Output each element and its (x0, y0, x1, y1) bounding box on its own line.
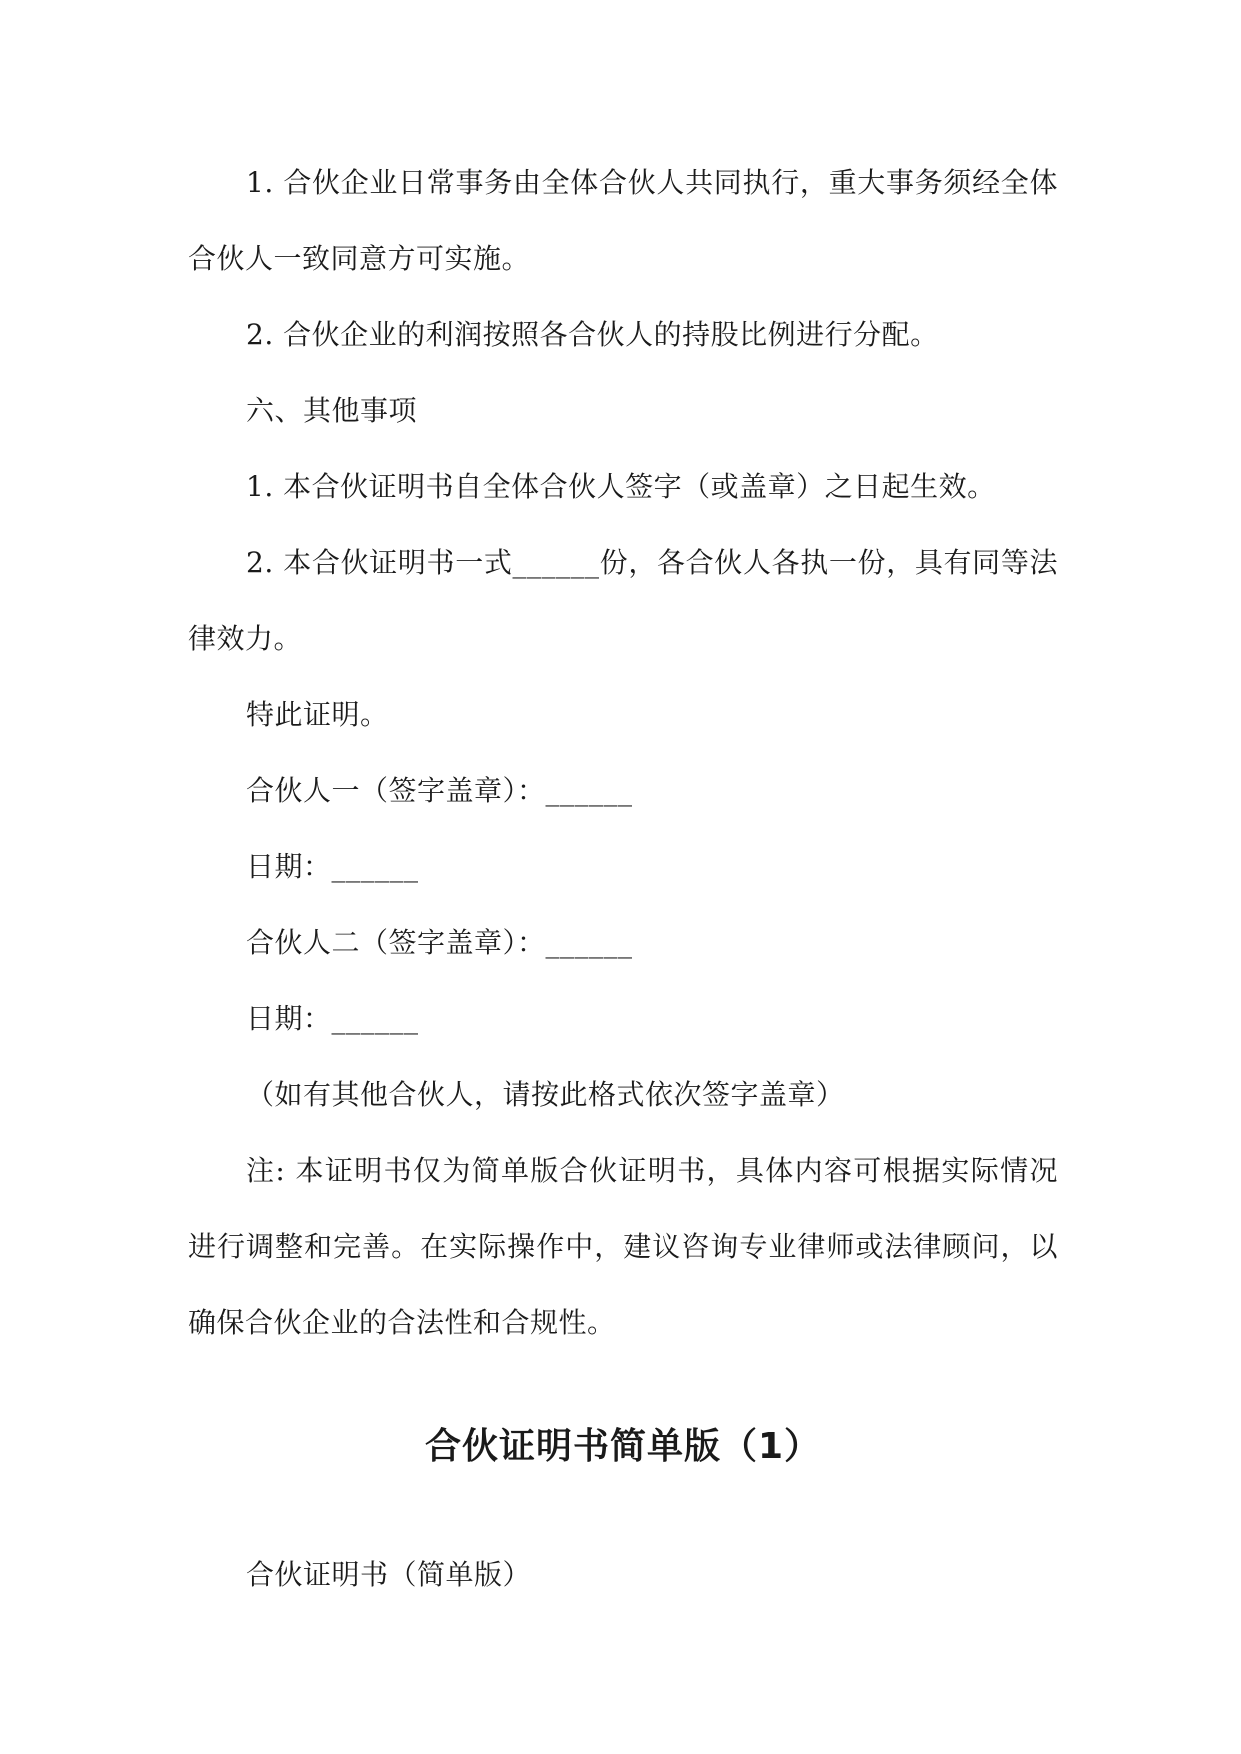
partner-two-signature-line: 合伙人二（签字盖章）：______ (246, 926, 633, 959)
partner-one-date-line: 日期：______ (246, 850, 419, 883)
section-title: 合伙证明书简单版（1） (424, 1426, 822, 1467)
clause-profit-distribution: 2. 合伙企业的利润按照各合伙人的持股比例进行分配。 (246, 318, 939, 351)
document-body (188, 145, 1058, 1613)
partner-two-date-line: 日期：______ (246, 1002, 419, 1035)
clause-daily-affairs: 1. 合伙企业日常事务由全体合伙人共同执行，重大事务须经全体合伙人一致同意方可实施。 (188, 166, 1058, 275)
clause-copies: 2. 本合伙证明书一式______份，各合伙人各执一份，具有同等法律效力。 (188, 546, 1058, 655)
section-heading-other-matters: 六、其他事项 (246, 394, 418, 427)
partner-one-signature-line: 合伙人一（签字盖章）：______ (246, 774, 633, 807)
clause-effective-date: 1. 本合伙证明书自全体合伙人签字（或盖章）之日起生效。 (246, 470, 996, 503)
document-subtitle: 合伙证明书（简单版） (246, 1558, 532, 1591)
certification-statement: 特此证明。 (246, 698, 389, 731)
other-partners-note: （如有其他合伙人，请按此格式依次签字盖章） (246, 1078, 845, 1111)
disclaimer-note: 注: 本证明书仅为简单版合伙证明书，具体内容可根据实际情况进行调整和完善。在实际操作中，建议咨询专业律师或法律顾问，以确保合伙企业的合法性和合规性。 (188, 1154, 1058, 1339)
